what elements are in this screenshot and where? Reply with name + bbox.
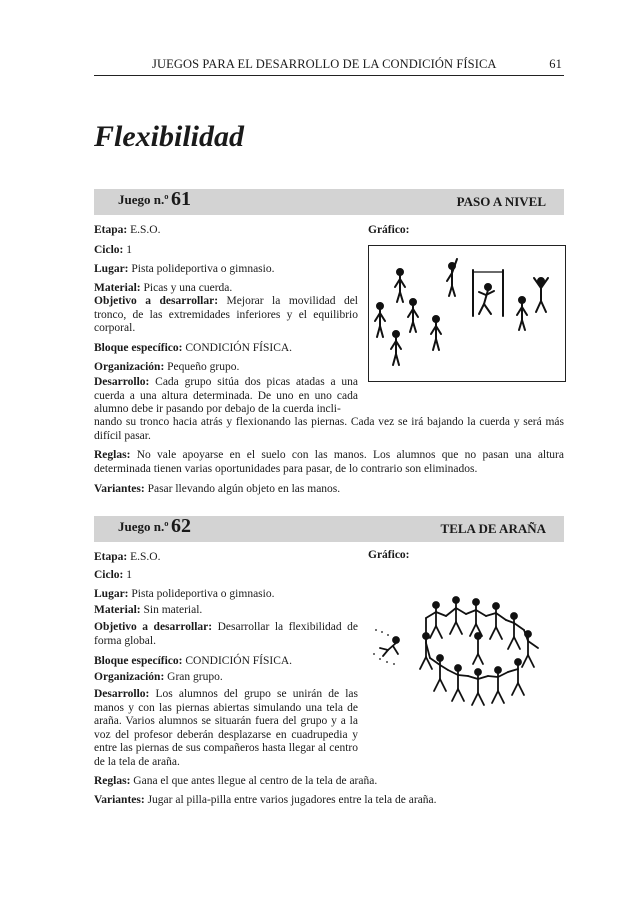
field-lugar: Lugar: Pista polideportiva o gimnasio. <box>94 588 275 600</box>
game-illustration <box>368 572 564 712</box>
page-header <box>94 55 564 76</box>
field-objetivo: Objetivo a desarrollar: Desarrollar la flexibilidad de forma global. <box>94 621 358 647</box>
field-bloque: Bloque específico: CONDICIÓN FÍSICA. <box>94 655 293 667</box>
game-label: Juego n.º <box>118 192 169 207</box>
field-desarrollo: Desarrollo: Cada grupo sitúa dos picas atadas a una cuerda a una altura determinada. De uno en uno cada alumno debe ir pasando por debajo de la cuerda incli- <box>94 376 358 415</box>
field-organizacion: Organización: Pequeño grupo. <box>94 361 240 373</box>
field-variantes: Variantes: Pasar llevando algún objeto en las manos. <box>94 483 341 495</box>
field-etapa: Etapa: E.S.O. <box>94 551 161 563</box>
field-desarrollo: Desarrollo: Los alumnos del grupo se unirán de las manos y con las piernas abiertas simulando una tela de araña. Varios alumnos se situarán fuera del grupo y a la voz del profesor deberán desplazarse en cuadrupedia y entre las piernas de sus compañeros hasta llegar al centro de la tela de araña. <box>94 688 358 768</box>
game-header-bar <box>94 516 564 542</box>
field-lugar: Lugar: Pista polideportiva o gimnasio. <box>94 263 275 275</box>
stick-figures-limbo-drawing <box>369 246 565 381</box>
page-number: 61 <box>549 57 562 71</box>
grafico-label: Gráfico: <box>368 224 410 236</box>
stick-figures-spider-web-drawing <box>368 572 564 712</box>
field-reglas: Reglas: No vale apoyarse en el suelo con las manos. Los alumnos que no pasan una altura determinada tienen varias oportunidades para pasar, de lo contrario son eliminados. <box>94 449 564 475</box>
field-ciclo: Ciclo: 1 <box>94 569 133 581</box>
field-objetivo: Objetivo a desarrollar: Mejorar la movilidad del tronco, de las extremidades inferiores y el equilibrio corporal. <box>94 295 358 334</box>
field-reglas: Reglas: Gana el que antes llegue al centro de la tela de araña. <box>94 775 378 787</box>
game-label: Juego n.º <box>118 519 169 534</box>
game-name: TELA DE ARAÑA <box>440 521 546 536</box>
field-etapa: Etapa: E.S.O. <box>94 224 161 236</box>
game-number: 61 <box>171 188 191 210</box>
grafico-label: Gráfico: <box>368 549 410 561</box>
game-number: 62 <box>171 515 191 537</box>
field-variantes: Variantes: Jugar al pilla-pilla entre varios jugadores entre la tela de araña. <box>94 794 437 806</box>
game-name: PASO A NIVEL <box>456 194 546 209</box>
field-material: Material: Picas y una cuerda. <box>94 282 233 294</box>
section-title: Flexibilidad <box>94 120 244 153</box>
field-ciclo: Ciclo: 1 <box>94 244 133 256</box>
field-desarrollo-continued: nando su tronco hacia atrás y flexionando las piernas. Cada vez se irá bajando la cuerda y será más difícil pasar. <box>94 416 564 442</box>
field-organizacion: Organización: Gran grupo. <box>94 671 223 683</box>
game-header-bar <box>94 189 564 215</box>
field-bloque: Bloque específico: CONDICIÓN FÍSICA. <box>94 342 293 354</box>
game-illustration <box>368 245 566 382</box>
running-title: JUEGOS PARA EL DESARROLLO DE LA CONDICIÓN FÍSICA <box>152 57 497 71</box>
field-material: Material: Sin material. <box>94 604 203 616</box>
